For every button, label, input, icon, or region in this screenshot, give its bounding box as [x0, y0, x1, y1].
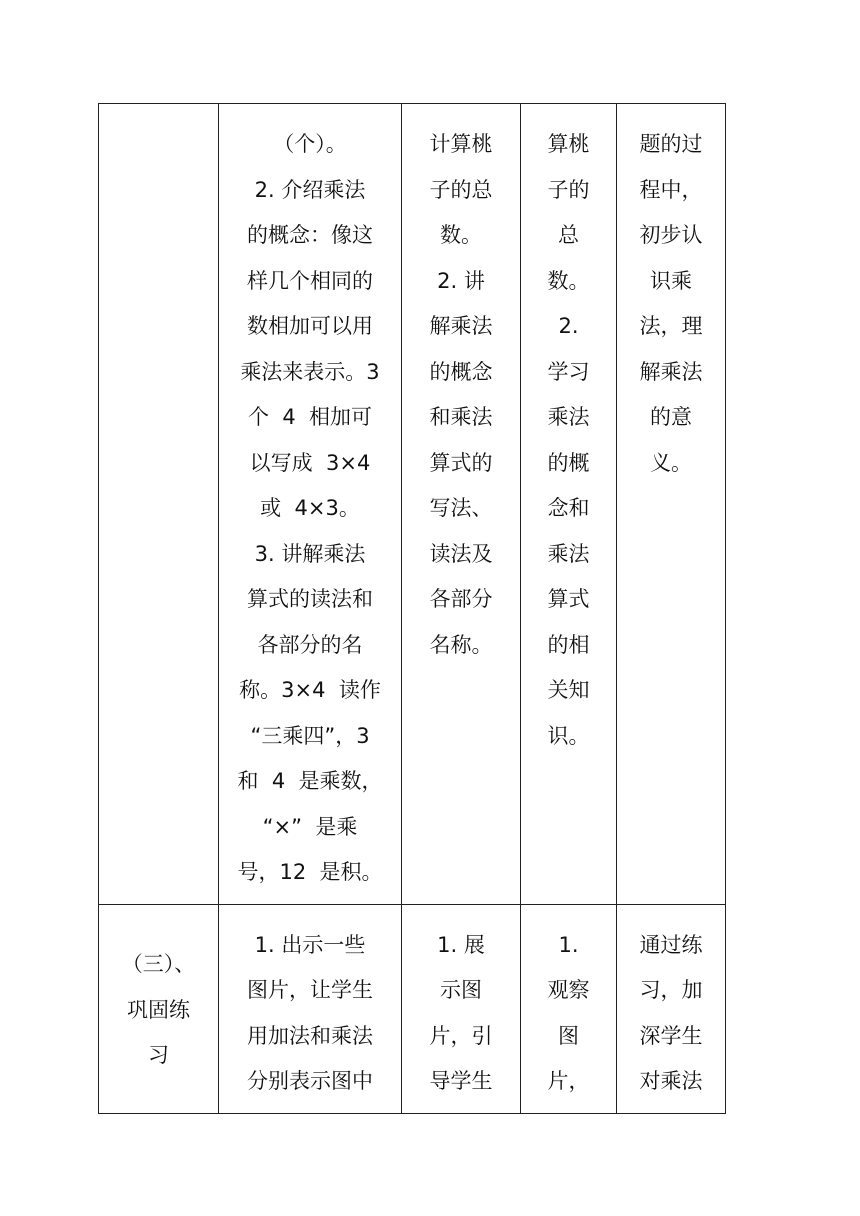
cell-text-line: 子的总 — [429, 177, 493, 202]
design-intent-cell — [617, 904, 726, 1113]
cell-text-line: 片，引 — [429, 1023, 493, 1048]
cell-text-line: 习，加 — [639, 978, 703, 1002]
teacher-content-cell — [219, 904, 402, 1113]
cell-text-line: 2. 讲 — [437, 268, 485, 293]
cell-text-line: 1. — [558, 932, 579, 957]
cell-text-line: 各部分的名 — [257, 632, 363, 657]
cell-text-line: 通过练 — [639, 932, 703, 957]
cell-text-line: 的意 — [650, 405, 692, 429]
cell-text-line: 程中， — [639, 177, 703, 202]
cell-text-line: 识。 — [547, 723, 590, 748]
cell-text-line: 名称。 — [429, 632, 493, 657]
cell-text-line: 图 — [558, 1023, 579, 1048]
cell-text-line: （三）、 — [121, 952, 196, 977]
cell-text-line: 号，12 是积。 — [237, 860, 383, 884]
cell-text-line: 关知 — [547, 678, 590, 702]
teacher-content-cell — [219, 104, 402, 905]
cell-text-line: 算式的 — [429, 450, 493, 475]
cell-text-line: 念和 — [547, 496, 590, 520]
cell-text-line: 乘法来表示。3 — [240, 359, 380, 384]
cell-text-line: 2. 介绍乘法 — [254, 177, 366, 202]
cell-text-line: 子的 — [547, 177, 590, 202]
cell-text-line: 示图 — [440, 978, 482, 1002]
cell-text-line: “三乘四”，3 — [250, 723, 370, 748]
cell-text-line: 的概 — [547, 450, 590, 475]
cell-text-line: 法，理 — [639, 314, 703, 338]
design-intent-cell — [617, 104, 726, 905]
teacher-activity-cell — [402, 104, 521, 905]
cell-text-line: 3. 讲解乘法 — [254, 541, 366, 566]
cell-text-line: 1. 出示一些 — [254, 932, 366, 957]
table-row — [99, 904, 726, 1113]
cell-text-line: 初步认 — [639, 223, 703, 247]
cell-text-line: 1. 展 — [437, 932, 485, 957]
cell-text-line: 或 4×3。 — [260, 496, 360, 520]
cell-text-line: 乘法 — [547, 541, 590, 566]
cell-text-line: 计算桃 — [429, 132, 493, 156]
cell-text-line: 算桃 — [547, 132, 590, 156]
cell-text-line: （个）。 — [273, 132, 347, 156]
cell-text-line: 对乘法 — [639, 1069, 703, 1093]
cell-text-line: 各部分 — [429, 587, 493, 611]
cell-text-line: 题的过 — [639, 132, 703, 156]
cell-text-line: 解乘法 — [639, 359, 703, 384]
cell-text-line: 义。 — [650, 450, 692, 475]
cell-text-line: 识乘 — [650, 268, 692, 293]
cell-text-line: 算式的读法和 — [247, 587, 373, 611]
stage-cell — [99, 104, 219, 905]
cell-text-line: 读法及 — [429, 541, 493, 566]
cell-text-line: 导学生 — [429, 1069, 493, 1093]
cell-text-line: 巩固练 — [127, 997, 190, 1022]
lesson-plan-table — [98, 103, 726, 1114]
cell-text-line: 和乘法 — [429, 405, 493, 429]
cell-text-line: 算式 — [547, 587, 590, 611]
cell-text-line: 总 — [558, 223, 579, 247]
table-row — [99, 104, 726, 905]
cell-text-line: 和 4 是乘数， — [237, 769, 383, 793]
cell-text-line: 习 — [148, 1043, 169, 1068]
cell-text-line: 2. — [558, 314, 579, 338]
cell-text-line: 深学生 — [639, 1023, 703, 1048]
cell-text-line: 片， — [547, 1069, 590, 1093]
cell-text-line: 数。 — [440, 223, 482, 247]
cell-text-line: 的概念 — [429, 359, 493, 384]
cell-text-line: 用加法和乘法 — [247, 1023, 373, 1048]
stage-cell — [99, 904, 219, 1113]
cell-text-line: 数。 — [547, 268, 590, 293]
cell-text-line: 个 4 相加可 — [247, 405, 373, 429]
cell-text-line: 的相 — [547, 632, 590, 657]
student-activity-cell — [521, 104, 617, 905]
cell-text-line: 数相加可以用 — [247, 314, 373, 338]
cell-text-line: 分别表示图中 — [247, 1069, 373, 1093]
cell-text-line: 观察 — [547, 978, 590, 1002]
teacher-activity-cell — [402, 904, 521, 1113]
cell-text-line: 样几个相同的 — [247, 268, 373, 293]
cell-text-line: 以写成 3×4 — [249, 450, 371, 475]
cell-text-line: 的概念：像这 — [247, 223, 373, 247]
student-activity-cell — [521, 904, 617, 1113]
cell-text-line: 图片，让学生 — [247, 978, 373, 1002]
cell-text-line: “×” 是乘 — [262, 814, 358, 839]
cell-text-line: 写法、 — [429, 496, 493, 520]
cell-text-line: 学习 — [547, 359, 590, 384]
cell-text-line: 乘法 — [547, 405, 590, 429]
cell-text-line: 称。3×4 读作 — [239, 678, 381, 702]
cell-text-line: 解乘法 — [429, 314, 493, 338]
